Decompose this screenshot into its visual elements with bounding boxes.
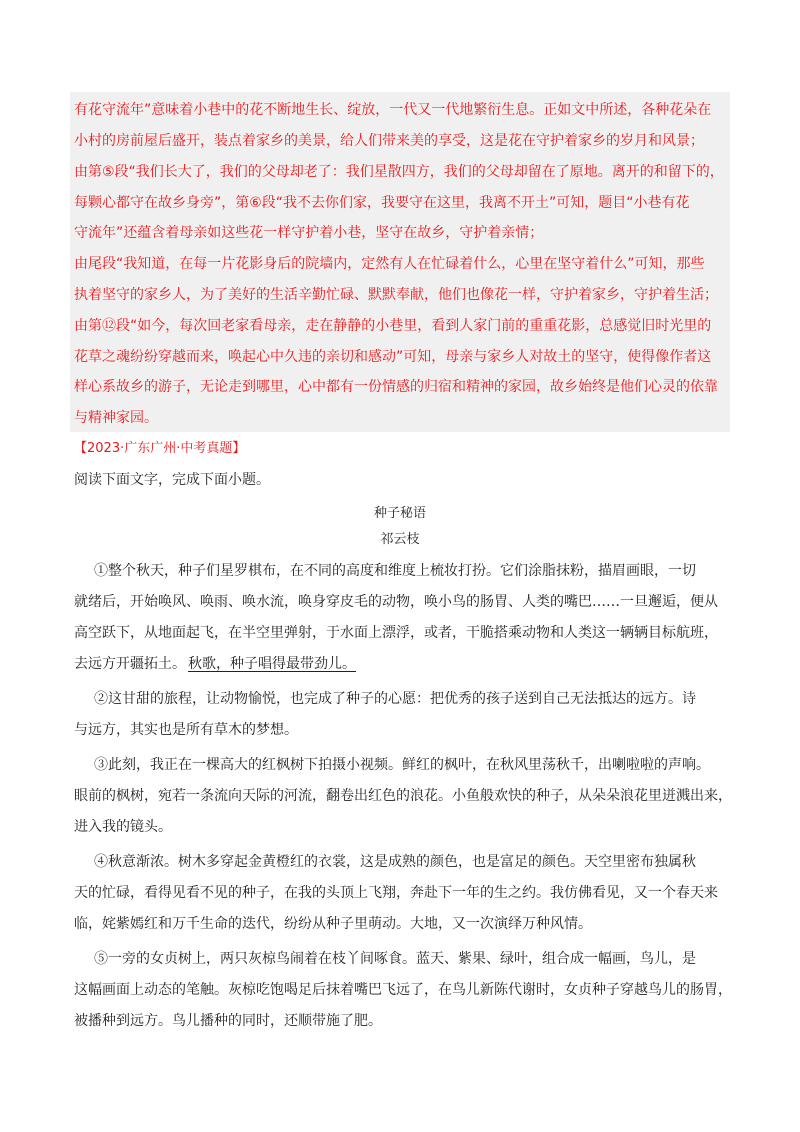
- paragraph-line: 就绪后，开始唤风、唤雨、唤水流，唤身穿皮毛的动物，唤小鸟的肠胃、人类的嘴巴……一旦邂逅，便从: [74, 594, 718, 610]
- paragraph-line: 高空跃下，从地面起飞，在半空里弹射，于水面上漂浮，或者，干脆搭乘动物和人类这一辆辆目标航班，: [74, 625, 718, 641]
- answer-line: 与精神家园。: [74, 410, 158, 426]
- paragraph-line: ⑤一旁的女贞树上，两只灰椋鸟闹着在枝丫间啄食。蓝天、紫果、绿叶，组合成一幅画，鸟儿，是: [94, 951, 696, 967]
- paragraph-line: 临，姹紫嫣红和万千生命的迭代，纷纷从种子里萌动。大地，又一次演绎万种风情。: [74, 916, 592, 932]
- answer-line: 小村的房前屋后盛开，装点着家乡的美景，给人们带来美的享受，这是花在守护着家乡的岁月和风景；: [74, 133, 704, 149]
- reading-instruction: 阅读下面文字，完成下面小题。: [74, 472, 270, 488]
- paragraph-line: 天的忙碌，看得见看不见的种子，在我的头顶上飞翔，奔赴下一年的生之约。我仿佛看见，又一个春天来: [74, 885, 718, 901]
- article-title: 种子秘语: [373, 506, 426, 521]
- paragraph-line: 眼前的枫树，宛若一条流向天际的河流，翻卷出红色的浪花。小鱼般欢快的种子，从朵朵浪花里迸溅出来，: [74, 788, 732, 804]
- answer-line: 由第⑫段“如今，每次回老家看母亲，走在静静的小巷里，看到人家门前的重重花影，总感觉旧时光里的: [74, 318, 712, 334]
- paragraph-line: 被播种到远方。鸟儿播种的同时，还顺带施了肥。: [74, 1013, 382, 1029]
- underlined-sentence: 秋歌，种子唱得最带劲儿。: [188, 656, 356, 672]
- paragraph-line: 这幅画面上动态的笔触。灰椋吃饱喝足后抹着嘴巴飞远了，在鸟儿新陈代谢时，女贞种子穿越鸟儿的肠胃，: [74, 982, 732, 998]
- answer-line: 每颗心都守在故乡身旁”，第⑥段“我不去你们家，我要守在这里，我离不开土”可知，题目“小巷有花: [74, 195, 690, 211]
- answer-explanation-box: [70, 92, 730, 432]
- answer-line: 有花守流年”意味着小巷中的花不断地生长、绽放，一代又一代地繁衍生息。正如文中所述，各种花朵在: [74, 102, 712, 118]
- paragraph-line: ①整个秋天，种子们星罗棋布，在不同的高度和维度上梳妆打扮。它们涂脂抹粉，描眉画眼，一切: [94, 563, 696, 579]
- answer-line: 由尾段“我知道，在每一片花影身后的院墙内，定然有人在忙碌着什么，心里在坚守着什么”可知，那些: [74, 256, 705, 272]
- paragraph-line: ②这甘甜的旅程，让动物愉悦，也完成了种子的心愿：把优秀的孩子送到自己无法抵达的远方。诗: [94, 691, 696, 707]
- paragraph-line: ③此刻，我正在一棵高大的红枫树下拍摄小视频。鲜红的枫叶，在秋风里荡秋千，出喇啦啦的声响。: [94, 757, 710, 773]
- paragraph-line: ④秋意渐浓。树木多穿起金黄橙红的衣裳，这是成熟的颜色，也是富足的颜色。天空里密布独属秋: [94, 854, 696, 870]
- exam-source-tag: 【2023·广东广州·中考真题】: [74, 441, 246, 456]
- answer-line: 由第⑤段“我们长大了，我们的父母却老了：我们星散四方，我们的父母却留在了原地。离开的和留下的，: [74, 164, 724, 180]
- answer-line: 执着坚守的家乡人，为了美好的生活辛勤忙碌、默默奉献，他们也像花一样，守护着家乡，守护着生活；: [74, 287, 718, 303]
- answer-line: 守流年”还蕴含着母亲如这些花一样守护着小巷，坚守在故乡，守护着亲情；: [74, 225, 544, 241]
- paragraph-line: 去远方开疆拓土。: [74, 656, 186, 672]
- article-author: 祁云枝: [380, 532, 420, 547]
- paragraph-line: 与远方，其实也是所有草木的梦想。: [74, 722, 298, 738]
- answer-line: 花草之魂纷纷穿越而来，唤起心中久违的亲切和感动”可知，母亲与家乡人对故土的坚守，使得像作者这: [74, 349, 712, 365]
- paragraph-line: 进入我的镜头。: [74, 819, 172, 835]
- answer-line: 样心系故乡的游子，无论走到哪里，心中都有一份情感的归宿和精神的家园，故乡始终是他们心灵的依靠: [74, 379, 718, 395]
